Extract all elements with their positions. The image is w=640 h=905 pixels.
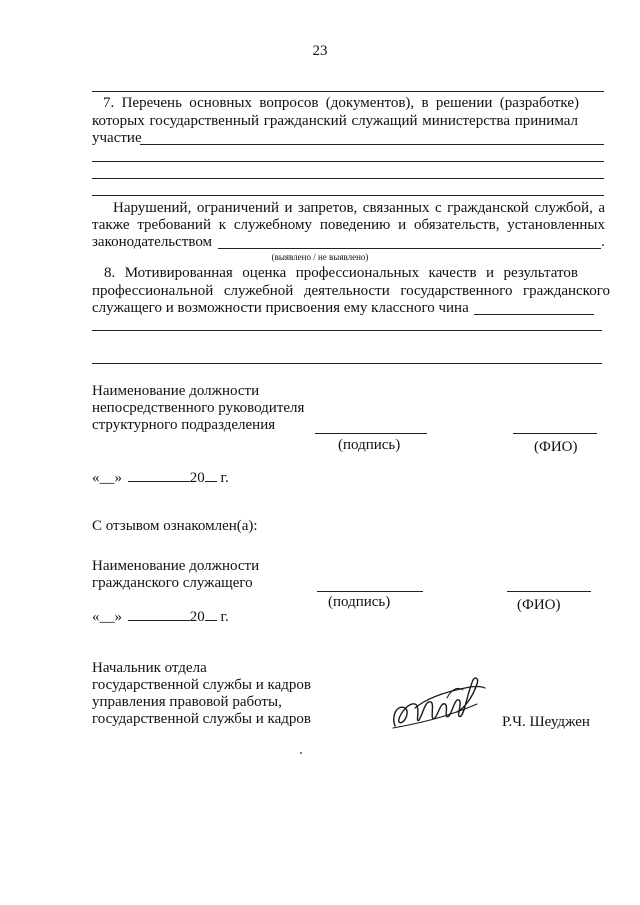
blank-line[interactable] xyxy=(92,178,604,179)
section8-line3: служащего и возможности присвоения ему классного чина xyxy=(92,300,469,316)
date-suffix: г. xyxy=(220,609,229,625)
supervisor-line1: Наименование должности xyxy=(92,383,260,399)
date-month-field[interactable] xyxy=(128,469,190,482)
section8-line2: профессиональной служебной деятельности государственного гражданского xyxy=(92,283,610,299)
supervisor-date xyxy=(92,469,229,487)
head-line3: управления правовой работы, xyxy=(92,694,282,710)
scan-dot xyxy=(300,752,302,754)
violations-line3: законодательством xyxy=(92,234,213,250)
servant-date xyxy=(92,608,229,626)
violations-line2: также требований к служебному поведению и обязательств, установленных xyxy=(92,217,605,233)
acknowledged-label: С отзывом ознакомлен(а): xyxy=(92,518,258,534)
supervisor-name-field[interactable] xyxy=(513,433,597,434)
supervisor-line2: непосредственного руководителя xyxy=(92,400,305,416)
class-rank-field[interactable] xyxy=(474,314,594,315)
violations-field[interactable] xyxy=(218,248,601,249)
servant-line1: Наименование должности xyxy=(92,558,260,574)
top-rule xyxy=(92,91,604,92)
blank-line[interactable] xyxy=(92,330,602,331)
date-day: «__» xyxy=(92,609,122,625)
head-line4: государственной службы и кадров xyxy=(92,711,311,727)
supervisor-line3: структурного подразделения xyxy=(92,417,276,433)
date-suffix: г. xyxy=(220,470,229,486)
servant-line2: гражданского служащего xyxy=(92,575,253,591)
date-year-field[interactable] xyxy=(205,608,217,621)
date-day: «__» xyxy=(92,470,122,486)
head-line1: Начальник отдела xyxy=(92,660,207,676)
date-month-field[interactable] xyxy=(128,608,190,621)
head-name: Р.Ч. Шеуджен xyxy=(502,714,590,730)
violations-period: . xyxy=(601,234,605,250)
handwritten-signature xyxy=(385,668,495,734)
blank-line[interactable] xyxy=(92,195,604,196)
head-line2: государственной службы и кадров xyxy=(92,677,311,693)
servant-signature-label: (подпись) xyxy=(328,594,391,610)
blank-line[interactable] xyxy=(92,161,604,162)
supervisor-signature-field[interactable] xyxy=(315,433,427,434)
page-number: 23 xyxy=(312,43,328,59)
violations-line1: Нарушений, ограничений и запретов, связанных с гражданской службой, а xyxy=(113,200,605,216)
date-year: 20 xyxy=(189,470,205,486)
section7-line3: участие xyxy=(92,130,142,146)
participation-field[interactable] xyxy=(140,144,604,145)
section8-line1: 8. Мотивированная оценка профессиональных качеств и результатов xyxy=(104,265,578,281)
servant-name-field[interactable] xyxy=(507,591,591,592)
section7-line1: 7. Перечень основных вопросов (документов), в решении (разработке) xyxy=(103,95,579,111)
date-year: 20 xyxy=(189,609,205,625)
servant-name-label: (ФИО) xyxy=(517,597,561,613)
violations-hint: (выявлено / не выявлено) xyxy=(271,252,369,262)
section7-line2: которых государственный гражданский служащий министерства принимал xyxy=(92,113,578,129)
supervisor-name-label: (ФИО) xyxy=(534,439,578,455)
date-year-field[interactable] xyxy=(205,469,217,482)
servant-signature-field[interactable] xyxy=(317,591,423,592)
blank-line[interactable] xyxy=(92,363,602,364)
supervisor-signature-label: (подпись) xyxy=(338,437,401,453)
